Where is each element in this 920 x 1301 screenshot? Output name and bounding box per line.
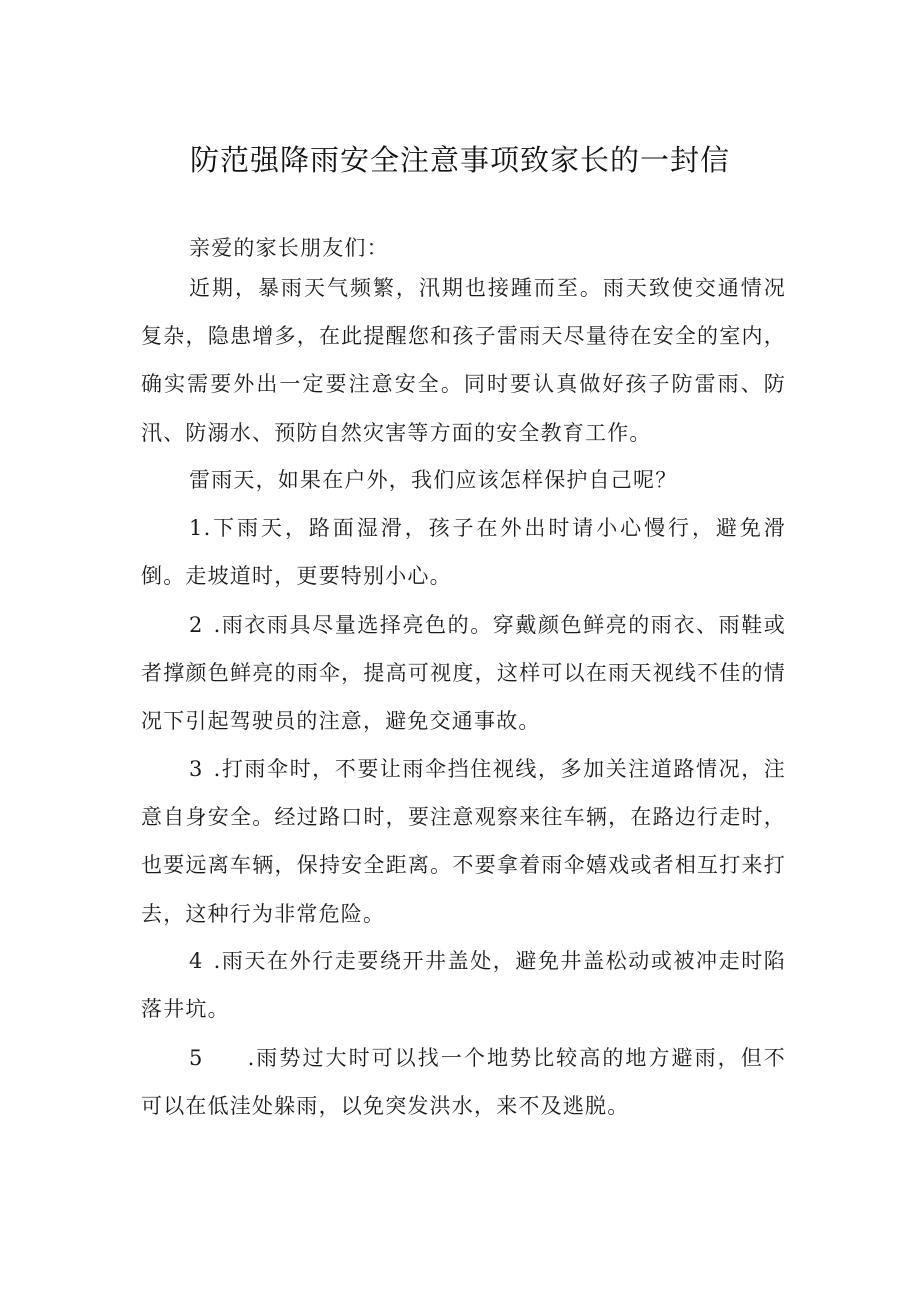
item-text: .雨衣雨具尽量选择亮色的。穿戴颜色鲜亮的雨衣、雨鞋或者撑颜色鲜亮的雨伞，提高可视度，这样可以在雨天视线不佳的情况下引起驾驶员的注意，避免交通事故。: [141, 613, 786, 734]
item-text: .打雨伞时，不要让雨伞挡住视线，多加关注道路情况，注意自身安全。经过路口时，要注意观察来往车辆，在路边行走时，也要远离车辆，保持安全距离。不要拿着雨伞嬉戏或者相互打来打去，这种行为非常危险。: [141, 757, 786, 926]
question-paragraph: 雷雨天，如果在户外，我们应该怎样保护自己呢？: [189, 468, 678, 492]
list-item: [141, 601, 786, 746]
item-number: 5: [189, 1046, 204, 1070]
item-number: 1: [189, 516, 204, 540]
item-number: 4: [189, 949, 204, 973]
list-item: [141, 1034, 786, 1130]
item-number: 2: [189, 613, 204, 637]
item-text: .下雨天，路面湿滑，孩子在外出时请小心慢行，避免滑倒。走坡道时，更要特别小心。: [141, 516, 786, 589]
item-text: .雨势过大时可以找一个地势比较高的地方避雨，但不可以在低洼处躲雨，以免突发洪水，来不及逃脱。: [141, 1046, 786, 1119]
list-item: [141, 504, 786, 600]
item-text: .雨天在外行走要绕开井盖处，避免井盖松动或被冲走时陷落井坑。: [141, 949, 786, 1022]
list-item: [141, 937, 786, 1033]
document-title: 防范强降雨安全注意事项致家长的一封信: [189, 143, 730, 177]
list-item: [141, 745, 786, 938]
item-number: 3: [189, 757, 204, 781]
intro-paragraph: 近期，暴雨天气频繁，汛期也接踵而至。雨天致使交通情况复杂，隐患增多，在此提醒您和孩子雷雨天尽量待在安全的室内，确实需要外出一定要注意安全。同时要认真做好孩子防雷雨、防汛、防溺水、预防自然灾害等方面的安全教育工作。: [141, 276, 786, 445]
greeting: 亲爱的家长朋友们：: [189, 236, 389, 260]
